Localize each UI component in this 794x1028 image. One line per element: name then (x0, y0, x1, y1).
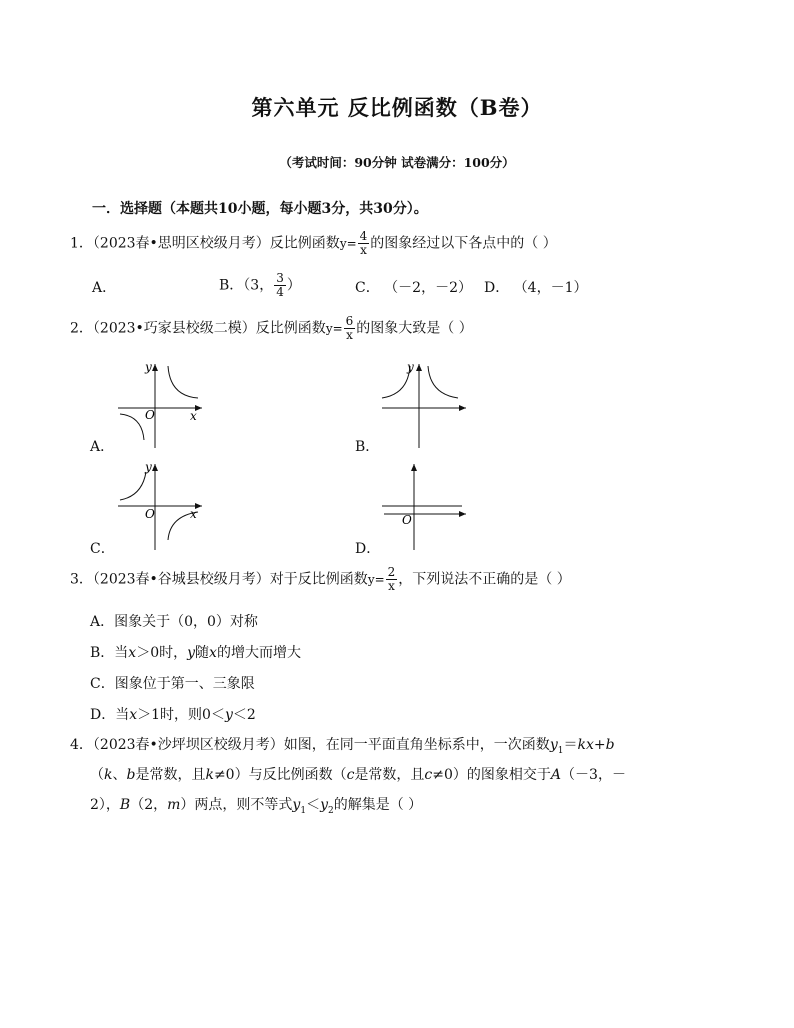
question-number: 2． (70, 320, 93, 337)
curve-branch (120, 472, 146, 500)
fraction-denominator: x (360, 243, 367, 257)
option-text: D．当 (90, 707, 130, 723)
y-axis-label: y (145, 460, 152, 474)
option-text: 随 (195, 645, 210, 661)
question-text: 是常数，且 (135, 767, 206, 783)
option-text: 的增大而增大 (216, 645, 301, 661)
q2-option-a[interactable]: A． (90, 439, 115, 455)
question-text: （2023春•思明区校级月考）反比例函数 (92, 235, 340, 252)
curve-branch (120, 414, 144, 440)
variable: x (128, 645, 137, 661)
x-axis-arrow (459, 405, 466, 411)
variable: x (585, 737, 594, 753)
subscript: 2 (328, 805, 334, 816)
variable: b (605, 737, 615, 753)
question-text: ≠0）的图象相交于 (432, 767, 551, 783)
origin-label: O (145, 507, 155, 521)
q1-option-c[interactable]: C． （－2，－2） (355, 280, 472, 296)
curve-branch (382, 366, 410, 398)
variable: c (346, 767, 355, 783)
subscript: 1 (557, 745, 564, 756)
y-axis-arrow (152, 464, 158, 471)
variable: B (119, 797, 131, 813)
variable: y (187, 645, 196, 661)
question-text: 的图象大致是（ ） (356, 320, 473, 337)
y-axis-label: y (407, 360, 414, 374)
question-4-line-2 (90, 764, 626, 784)
fraction (274, 272, 286, 299)
origin-label: O (145, 408, 155, 422)
variable: c (424, 767, 433, 783)
curve-branch (168, 366, 198, 398)
question-4-line-1 (70, 734, 615, 756)
q2-graph-b[interactable] (378, 358, 474, 452)
option-text: ） (286, 277, 301, 294)
y-axis-arrow (411, 464, 417, 471)
q2-option-b[interactable]: B． (355, 439, 380, 455)
operator: + (593, 737, 606, 753)
variable: y (320, 797, 328, 813)
y-axis-arrow (152, 364, 158, 371)
equation-lhs: y= (325, 321, 343, 336)
x-axis-label: x (190, 507, 197, 521)
option-text: ＞1时，则0＜ (137, 707, 225, 723)
question-text: （－3，－ (561, 767, 626, 783)
question-2 (70, 315, 473, 342)
option-text: ＜2 (232, 707, 256, 723)
option-text: ＞0时， (136, 645, 188, 661)
q1-option-d[interactable]: D． （4，－1） (484, 280, 588, 296)
fraction-denominator: x (388, 579, 395, 593)
variable: x (209, 645, 217, 661)
q3-option-b[interactable] (90, 642, 301, 662)
variable: y (292, 797, 301, 813)
variable: y (224, 707, 233, 723)
subscript: 1 (300, 805, 307, 816)
question-number: 4． (70, 737, 93, 753)
variable: m (167, 797, 181, 813)
question-text: （ (90, 767, 104, 783)
question-text: 、 (112, 767, 127, 783)
origin-label: O (402, 513, 412, 527)
question-text: （2023•巧家县校级二模）反比例函数 (92, 320, 326, 337)
question-text: （2， (130, 797, 168, 813)
fraction-numerator: 4 (359, 229, 368, 243)
q2-option-c[interactable]: C． (90, 541, 115, 557)
variable: k (205, 767, 214, 783)
question-3 (70, 566, 571, 593)
fraction-numerator: 2 (387, 565, 396, 579)
operator: ＝ (563, 737, 578, 753)
q3-option-d[interactable] (90, 704, 256, 724)
equation-lhs: y= (367, 572, 385, 587)
fraction-denominator: 4 (276, 285, 284, 299)
y-axis-label: y (145, 360, 152, 374)
question-4-line-3 (90, 794, 422, 816)
q1-option-b[interactable] (219, 272, 301, 299)
equation-lhs: y= (339, 236, 357, 251)
question-text: 2）， (90, 797, 120, 813)
x-axis-arrow (459, 511, 466, 517)
operator: ＜ (306, 797, 321, 813)
question-number: 1． (70, 235, 93, 252)
fraction-numerator: 6 (345, 314, 354, 328)
y-axis-arrow (416, 364, 422, 371)
q3-option-a[interactable]: A．图象关于（0，0）对称 (90, 614, 258, 630)
variable: k (104, 767, 113, 783)
question-text: 是常数，且 (354, 767, 425, 783)
question-text: ）两点，则不等式 (180, 797, 293, 813)
question-text: ≠0）与反比例函数（ (213, 767, 347, 783)
fraction-numerator: 3 (276, 271, 284, 285)
question-text: 的解集是（ ） (333, 797, 423, 813)
question-text: （2023春•沙坪坝区校级月考）如图，在同一平面直角坐标系中，一次函数 (92, 737, 550, 753)
fraction-denominator: x (346, 328, 353, 342)
x-axis-label: x (190, 409, 197, 423)
q1-option-a[interactable]: A． (92, 280, 117, 296)
q2-option-d[interactable]: D． (355, 541, 381, 557)
section-heading: 一．选择题（本题共10小题，每小题3分，共30分）。 (92, 201, 428, 217)
q2-graph-a[interactable] (112, 358, 208, 452)
fraction (358, 230, 370, 257)
fraction (386, 566, 398, 593)
q3-option-c[interactable]: C．图象位于第一、三象限 (90, 676, 255, 692)
exam-info: （考试时间：90分钟 试卷满分：100分） (279, 155, 515, 170)
variable: k (577, 737, 586, 753)
variable: y (549, 737, 558, 753)
page-title: 第六单元 反比例函数（B卷） (251, 95, 543, 120)
variable: x (129, 707, 138, 723)
question-1 (70, 230, 557, 257)
q2-graph-c[interactable] (112, 458, 208, 552)
question-text: ，下列说法不正确的是（ ） (398, 571, 571, 588)
option-text: B．当 (90, 645, 129, 661)
fraction (344, 315, 356, 342)
question-text: （2023春•谷城县校级月考）对于反比例函数 (92, 571, 368, 588)
question-text: 的图象经过以下各点中的（ ） (370, 235, 557, 252)
curve-branch (428, 366, 458, 398)
question-number: 3． (70, 571, 93, 588)
variable: A (550, 767, 562, 783)
variable: b (126, 767, 136, 783)
q2-graph-d[interactable] (378, 458, 474, 552)
option-text: B．（3， (219, 277, 274, 294)
